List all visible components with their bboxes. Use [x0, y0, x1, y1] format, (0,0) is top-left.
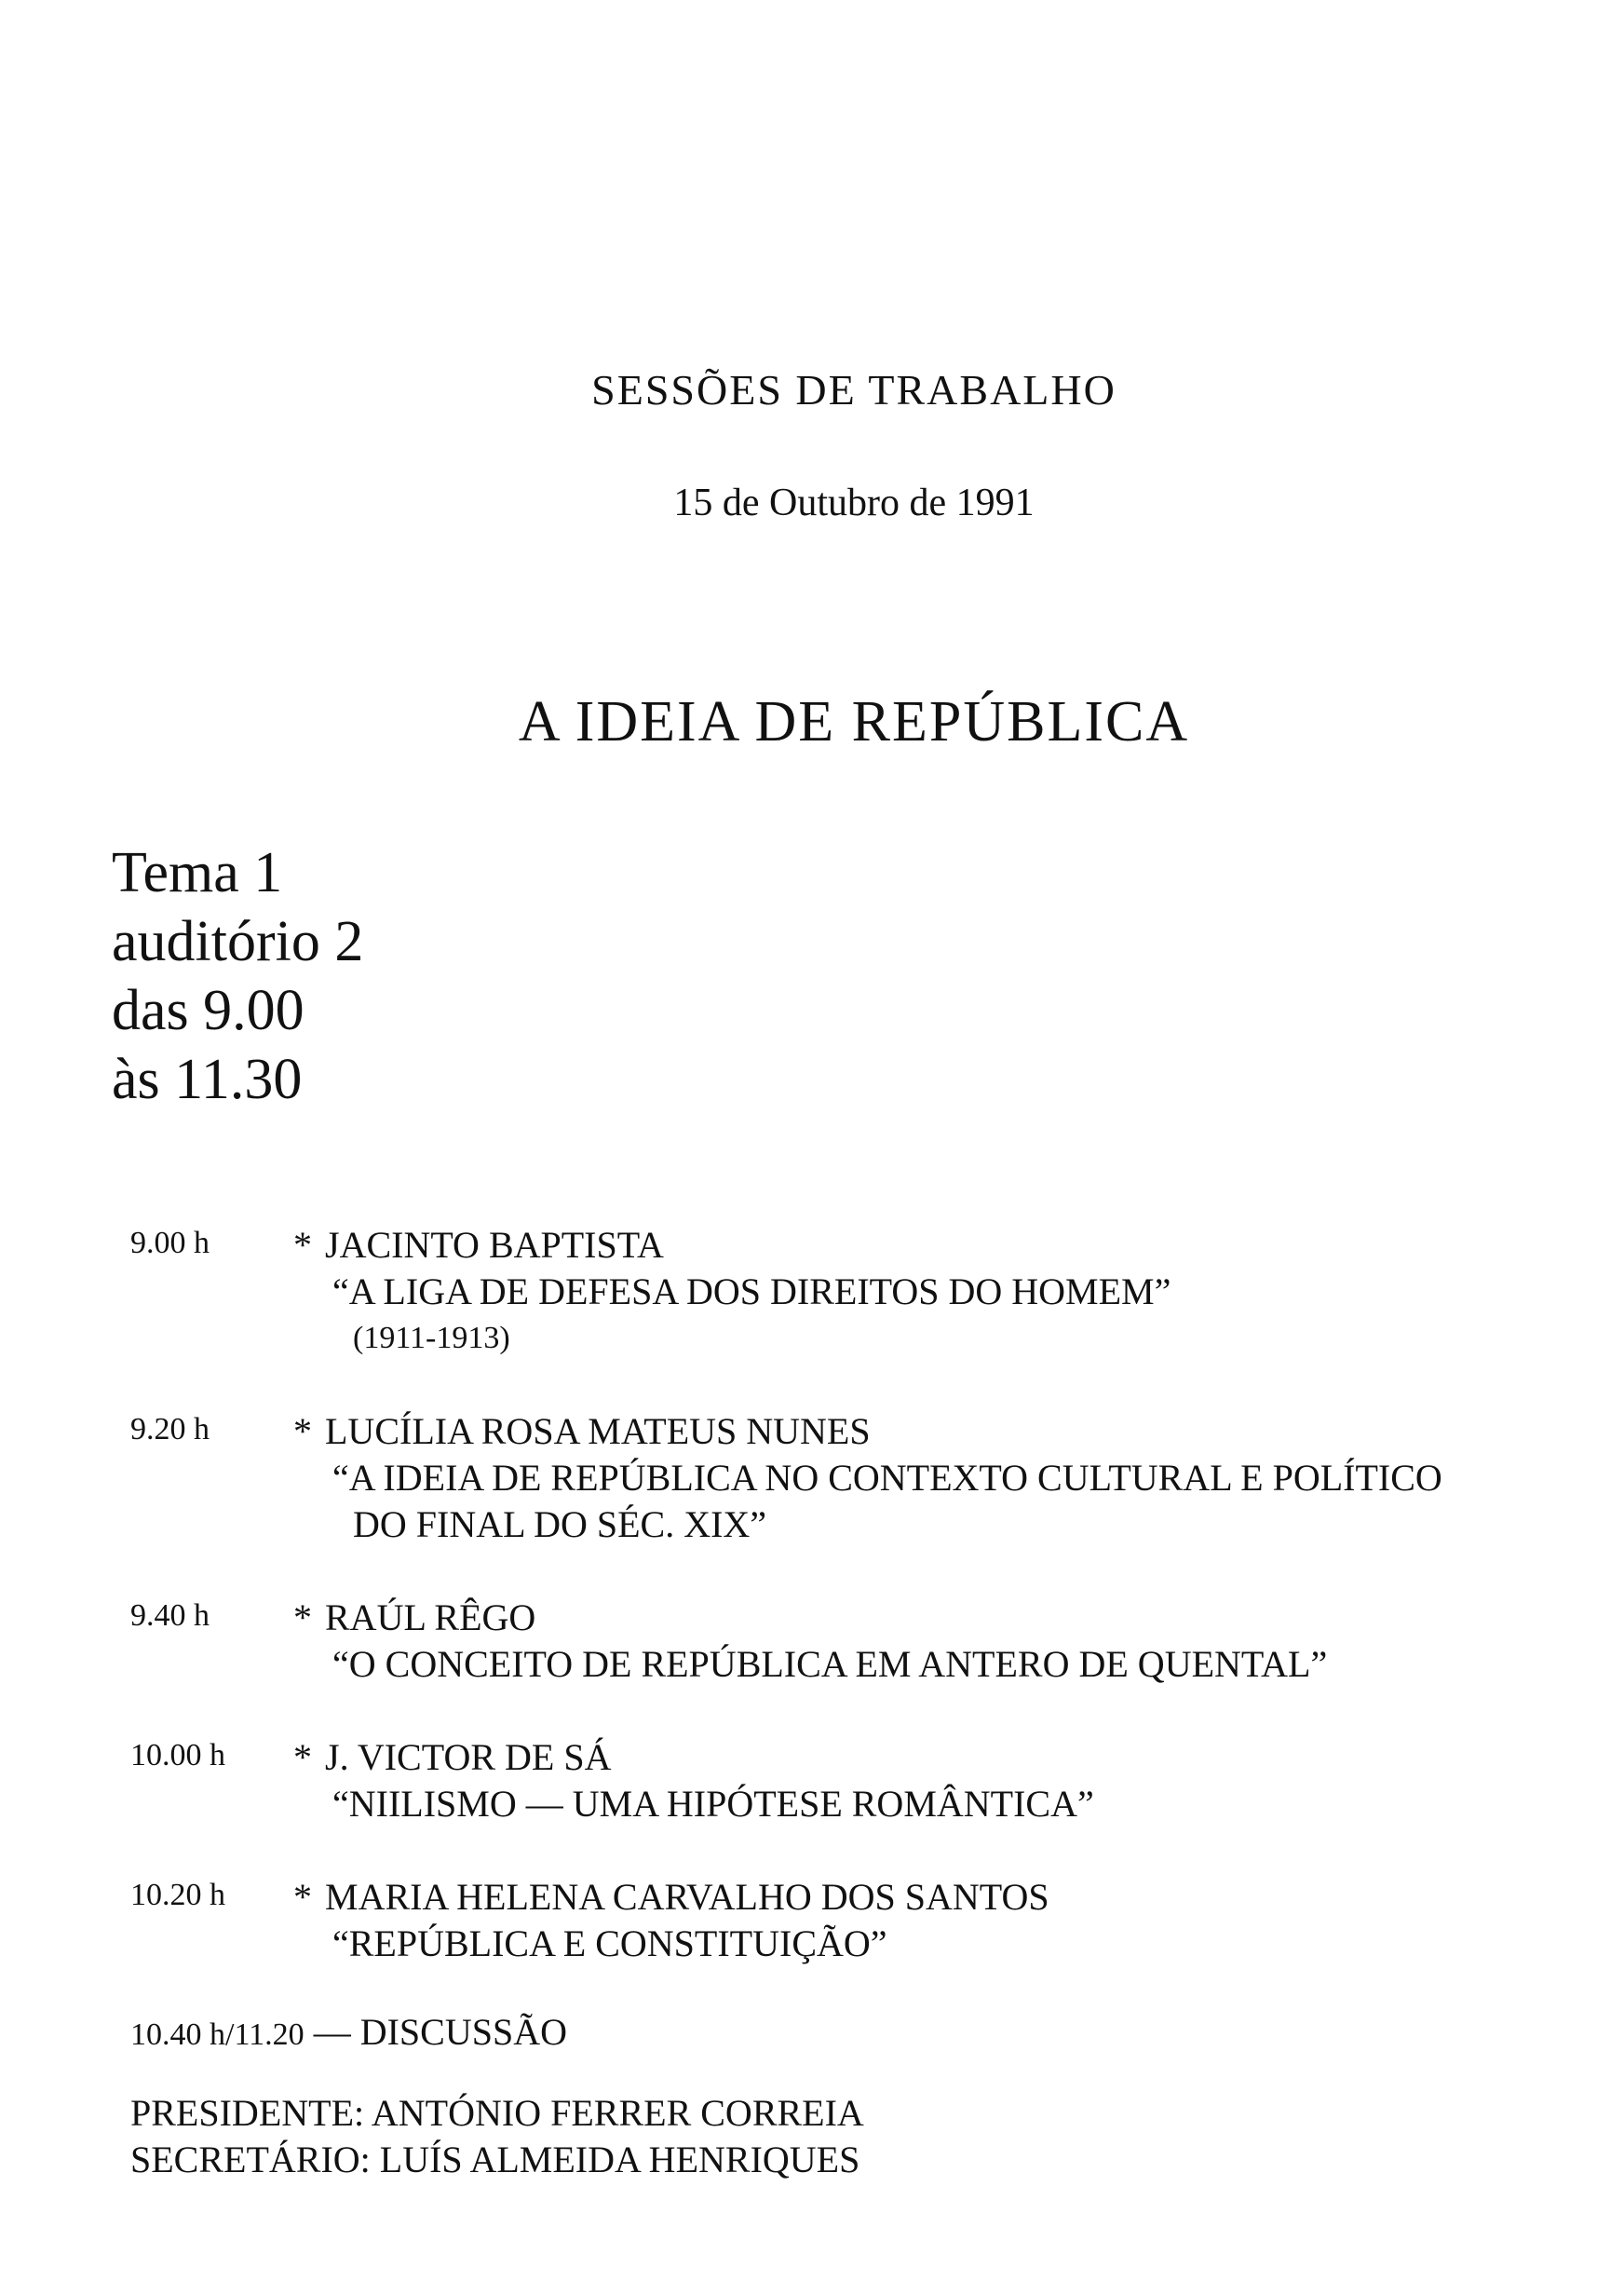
talk-title-line: DO FINAL DO SÉC. XIX”	[353, 1503, 767, 1545]
session-speaker-line	[293, 1874, 1583, 1921]
session-time: 9.00 h	[130, 1226, 210, 1260]
session-speaker-line	[293, 1222, 1583, 1269]
session-time: 9.40 h	[130, 1598, 210, 1633]
session-content	[293, 1222, 1583, 1362]
sessions-list	[130, 1222, 1583, 2014]
bullet-marker: *	[293, 1736, 312, 1778]
bullet-marker: *	[293, 1876, 312, 1918]
main-title: A IDEIA DE REPÚBLICA	[518, 690, 1190, 754]
theme-block	[112, 838, 363, 1114]
session-talk	[293, 1921, 1583, 1967]
theme-number: Tema 1	[112, 841, 283, 904]
bullet-marker: *	[293, 1224, 312, 1266]
bullet-marker: *	[293, 1596, 312, 1638]
theme-room: auditório 2	[112, 910, 364, 973]
session-item	[130, 1874, 1583, 1967]
session-speaker: RAÚL RÊGO	[325, 1596, 536, 1638]
theme-end: às 11.30	[112, 1048, 303, 1111]
session-talk	[293, 1455, 1583, 1548]
chairs-block	[130, 2090, 864, 2183]
talk-title-line: “REPÚBLICA E CONSTITUIÇÃO”	[332, 1922, 887, 1964]
session-speaker: LUCÍLIA ROSA MATEUS NUNES	[325, 1410, 871, 1452]
session-item	[130, 1595, 1583, 1688]
session-time: 10.20 h	[130, 1878, 225, 1912]
bullet-marker: *	[293, 1410, 312, 1452]
session-talk	[293, 1641, 1583, 1688]
secretary-line: SECRETÁRIO: LUÍS ALMEIDA HENRIQUES	[130, 2139, 860, 2180]
session-speaker-line	[293, 1734, 1583, 1781]
talk-years: (1911-1913)	[353, 1321, 510, 1355]
discussion-label: — DISCUSSÃO	[313, 2011, 567, 2053]
session-content	[293, 1595, 1583, 1688]
session-item	[130, 1222, 1583, 1362]
session-speaker-line	[293, 1595, 1583, 1641]
session-speaker: MARIA HELENA CARVALHO DOS SANTOS	[325, 1876, 1049, 1918]
session-speaker: JACINTO BAPTISTA	[325, 1224, 664, 1266]
talk-title-line: “O CONCEITO DE REPÚBLICA EM ANTERO DE QUENTAL”	[332, 1643, 1328, 1685]
theme-start: das 9.00	[112, 979, 304, 1042]
session-speaker-line	[293, 1408, 1583, 1455]
discussion-time: 10.40 h/11.20	[130, 2017, 304, 2052]
session-item	[130, 1734, 1583, 1827]
discussion-line	[130, 2010, 567, 2054]
talk-title-line: “A LIGA DE DEFESA DOS DIREITOS DO HOMEM”	[332, 1270, 1171, 1312]
session-item	[130, 1408, 1583, 1548]
session-content	[293, 1408, 1583, 1548]
session-speaker: J. VICTOR DE SÁ	[325, 1736, 612, 1778]
session-time: 10.00 h	[130, 1738, 225, 1772]
header-date: 15 de Outubro de 1991	[673, 482, 1035, 524]
header-title: SESSÕES DE TRABALHO	[591, 366, 1116, 414]
session-content	[293, 1874, 1583, 1967]
talk-title-line: “NIILISMO — UMA HIPÓTESE ROMÂNTICA”	[332, 1783, 1094, 1825]
talk-title-line: “A IDEIA DE REPÚBLICA NO CONTEXTO CULTURAL E POLÍTICO	[332, 1457, 1442, 1499]
session-time: 9.20 h	[130, 1412, 210, 1446]
session-talk	[293, 1269, 1583, 1362]
president-line: PRESIDENTE: ANTÓNIO FERRER CORREIA	[130, 2092, 864, 2134]
session-talk	[293, 1781, 1583, 1827]
session-content	[293, 1734, 1583, 1827]
